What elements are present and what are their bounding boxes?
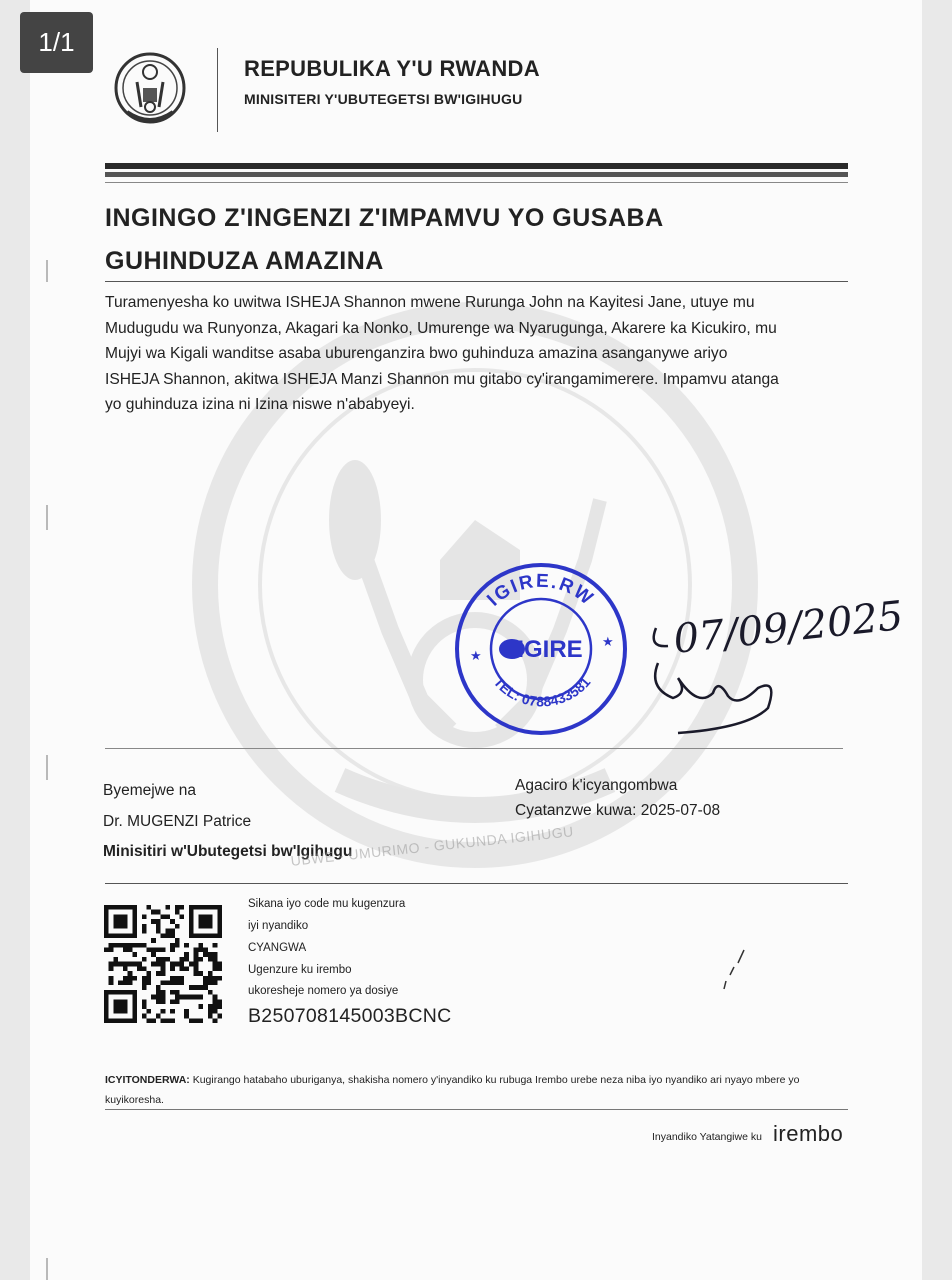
notice-text: Kugirango hatabaho uburiganya, shakisha nomero y'inyandiko ku rubuga Irembo urebe neza niba iyo nyandiko ari nyayo mbere yo kuyikoresha. [105, 1074, 800, 1106]
page-counter: 1/1 [20, 12, 93, 73]
body-line: Turamenyesha ko uwitwa ISHEJA Shannon mwene Rurunga John na Kayitesi Jane, utuye mu [105, 294, 755, 311]
page-edge-marks [44, 260, 50, 1280]
verification-line-1: Sikana iyo code mu kugenzura [248, 898, 406, 910]
notice [105, 1070, 835, 1110]
verification-line-2: iyi nyandiko [248, 920, 309, 932]
approver-name: Dr. MUGENZI Patrice [103, 813, 252, 830]
body-line: yo guhinduza izina ni Izina niswe n'ababyeyi. [105, 396, 415, 414]
star-icon: ★ [470, 649, 482, 664]
notice-label: ICYITONDERWA: [105, 1074, 190, 1086]
star-icon: ★ [602, 635, 614, 650]
approved-by-label: Byemejwe na [103, 782, 197, 799]
igire-stamp [452, 560, 630, 738]
watermark-motto: UBWE - UMURIMO - GUKUNDA IGIHUGU [289, 823, 575, 869]
verification-rule [105, 883, 848, 884]
stamp-center-text: IGIRE [517, 636, 583, 663]
body-line: Mujyi wa Kigali wanditse asaba uburenganzira bwo guhinduza amazina asanganywe ariyo [105, 345, 728, 363]
document-title-line-2: GUHINDUZA AMAZINA [105, 247, 384, 275]
header-divider [217, 48, 218, 132]
body-line: ISHEJA Shannon, akitwa ISHEJA Manzi Shannon mu gitabo cy'irangamimerere. Impamvu atanga [105, 370, 779, 388]
pen-mark [720, 945, 750, 995]
header-rule-thick [105, 163, 848, 169]
reference-number: B250708145003BCNC [248, 1005, 452, 1027]
footer-label: Inyandiko Yatangiwe ku [652, 1131, 762, 1143]
ministry-name: MINISITERI Y'UBUTEGETSI BW'IGIHUGU [244, 91, 523, 107]
document-body [105, 290, 845, 418]
handwritten-date: 07/09/2025 [671, 592, 906, 663]
notice-rule [105, 1109, 848, 1110]
header-rule-thin [105, 182, 848, 183]
approver-role: Minisitiri w'Ubutegetsi bw'Igihugu [103, 843, 353, 860]
verification-line-3: CYANGWA [248, 942, 307, 954]
issue-date: Cyatanzwe kuwa: 2025-07-08 [515, 802, 721, 819]
signature-rule [105, 748, 843, 749]
rwanda-coat-of-arms-logo [113, 52, 188, 132]
body-line: Mudugudu wa Runyonza, Akagari ka Nonko, Umurenge wa Nyarugunga, Akarere ka Kicukiro, mu [105, 319, 777, 337]
handwritten-signature [618, 568, 908, 738]
irembo-logo: irembo [773, 1121, 844, 1146]
verification-line-4: Ugenzure ku irembo [248, 964, 352, 976]
stamp-top-text: IGIRE.RW [483, 570, 598, 611]
republic-name: REPUBULIKA Y'U RWANDA [244, 56, 540, 81]
document-title-line-1: INGINGO Z'INGENZI Z'IMPAMVU YO GUSABA [105, 204, 664, 232]
qr-code[interactable] [104, 905, 222, 1023]
title-rule [105, 281, 848, 282]
document-validity-label: Agaciro k'icyangombwa [515, 777, 678, 794]
verification-line-5: ukoresheje nomero ya dosiye [248, 985, 399, 997]
header-rule-medium [105, 172, 848, 177]
stamp-bottom-text: TEL: 0788433581 [490, 673, 594, 710]
document-title [105, 197, 845, 283]
